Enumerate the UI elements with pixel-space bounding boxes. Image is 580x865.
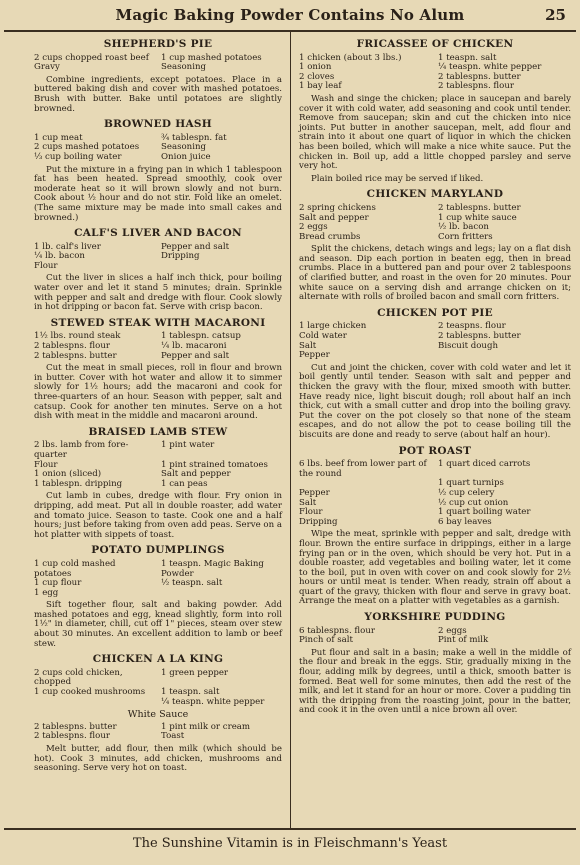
- ingredient: 2 tablespns. butter: [438, 202, 521, 213]
- ingredient: Pepper: [299, 487, 330, 498]
- left-column: [34, 36, 282, 780]
- ingredient: 1 large chicken: [299, 321, 367, 332]
- ingredient: Flour: [34, 459, 58, 470]
- ingredient: 6 lbs. beef from lower part of the round: [299, 459, 427, 479]
- ingredients: [34, 560, 282, 598]
- ingredient: Pepper and salt: [161, 350, 230, 361]
- method: Sift together flour, salt and baking powder. Add mashed potatoes and egg, knead slightly, form into roll 1½" in diameter, chill, cut off 1" pieces, steam over stew about 30 minutes. An excellent addition to lamb or beef stew.: [34, 600, 282, 649]
- recipe-chicken-pot-pie: [299, 306, 571, 441]
- ingredient: 2 spring chickens: [299, 202, 376, 213]
- method: Cut the liver in slices a half inch thick, pour boiling water over and let it stand 5 minutes; drain. Sprinkle with pepper and salt and dredge with flour. Cook slowly in hot dripping or bacon fat. Serve with crisp bacon.: [34, 273, 282, 313]
- recipe-potato-dumplings: [34, 546, 282, 649]
- ingredient: ½ cup celery: [438, 487, 495, 498]
- ingredient: Flour: [34, 260, 58, 271]
- page-header: [0, 4, 580, 30]
- ingredient: ½ teaspn. salt: [161, 578, 223, 589]
- recipe-title: CHICKEN A LA KING: [92, 653, 224, 666]
- ingredient: 1½ lbs. round steak: [34, 331, 121, 342]
- ingredient: 1 quart turnips: [438, 478, 504, 489]
- ingredient: Seasoning: [161, 142, 206, 153]
- ingredient: Pint of milk: [438, 635, 489, 646]
- ingredient: Salt and pepper: [299, 212, 369, 223]
- ingredient: Toast: [161, 731, 185, 742]
- ingredient: 1 tablespn. dripping: [34, 478, 123, 489]
- recipe-title: POT ROAST: [398, 444, 472, 457]
- ingredient: 1 cup white sauce: [438, 212, 517, 223]
- method: Wipe the meat, sprinkle with pepper and salt, dredge with flour. Brown the entire surface in drippings, either in a large frying pan or in the oven, which should be very hot. Put in a double roaster, add vegetables and boiling water, let it come to the boil, put in oven with cover on and cook slowly for 2½ hours or until meat is tender. When ready, strain off about a quart of the gravy, thicken with flour and serve in gravy boat. Arrange the meat on a platter with vegetables as a garnish.: [299, 529, 571, 607]
- ingredient: 2 tablespns. flour: [34, 731, 110, 742]
- method: Melt butter, add flour, then milk (which should be hot). Cook 3 minutes, add chicken, mushrooms and seasoning. Serve very hot on toast.: [34, 744, 282, 774]
- ingredient: Dripping: [299, 516, 338, 527]
- ingredient: 1 tablespn. catsup: [161, 331, 241, 342]
- page-number: 25: [545, 6, 566, 24]
- method: Split the chickens, detach wings and legs; lay on a flat dish and season. Dip each portion in beaten egg, then in bread crumbs. Place in a buttered pan and pour over 2 tablespoons of clarified butter, and roast in the oven for 20 minutes. Pour white sauce on a serving dish and arrange chicken on it; alternate with rolls of broiled bacon and small corn fritters.: [299, 244, 571, 303]
- ingredients: [299, 204, 571, 242]
- ingredient: 2 eggs: [299, 222, 328, 233]
- ingredient: Bread crumbs: [299, 231, 361, 242]
- ingredient: 1 cup meat: [34, 132, 83, 143]
- recipe-braised-lamb-stew: [34, 425, 282, 541]
- recipe-yorkshire-pudding: [299, 613, 571, 716]
- ingredient: 1 teaspn. salt: [161, 687, 220, 698]
- ingredient: Dripping: [161, 251, 200, 262]
- serving-note: Plain boiled rice may be served if liked.: [311, 173, 484, 184]
- ingredient: 2 tablespns. butter: [34, 350, 117, 361]
- ingredient: 1 onion: [299, 62, 332, 73]
- ingredient: 1 egg: [34, 587, 59, 598]
- ingredient: 2 cups mashed potatoes: [34, 142, 140, 153]
- recipe-calfs-liver: [34, 229, 282, 313]
- ingredient: [34, 698, 155, 708]
- ingredient: Pepper and salt: [161, 241, 230, 252]
- recipe-shepherds-pie: [34, 40, 282, 114]
- column-divider: [290, 32, 291, 828]
- ingredient: 1 onion (sliced): [34, 469, 102, 480]
- ingredient: Pinch of salt: [299, 635, 353, 646]
- ingredients: [299, 627, 571, 646]
- ingredient: ¼ lb. bacon: [34, 251, 85, 262]
- ingredient: ½ lb. bacon: [438, 222, 489, 233]
- ingredients: [34, 243, 282, 272]
- ingredient: 2 eggs: [438, 625, 467, 636]
- recipe-title: BRAISED LAMB STEW: [88, 425, 228, 438]
- ingredient: ¾ tablespn. fat: [161, 132, 227, 143]
- ingredients: [34, 332, 282, 361]
- ingredients: [299, 460, 571, 527]
- ingredient: 1 green pepper: [161, 667, 229, 678]
- recipe-title: BROWNED HASH: [103, 118, 213, 131]
- ingredients: [299, 322, 571, 360]
- ingredient: 1 can peas: [161, 478, 208, 489]
- ingredient: 2 cloves: [299, 71, 335, 82]
- ingredient: 2 cups chopped roast beef: [34, 52, 149, 63]
- method: Cut the meat in small pieces, roll in flour and brown in butter. Cover with hot water and allow it to simmer slowly for 1½ hours; add the macaroni and cook for three-quarters of an hour. Season with pepper, salt and catsup. Cook for another ten minutes. Serve on a hot dish with meat in the middle and macaroni around.: [34, 363, 282, 422]
- recipe-title: STEWED STEAK WITH MACARONI: [50, 316, 266, 329]
- method: Cut and joint the chicken, cover with cold water and let it boil gently until tender. Season with salt and pepper and thicken the gravy with the flour, mixed smooth with butter. Have ready nice, light biscuit dough; roll about half an inch thick, cut with a small cutter and drop into the boiling gravy. Put the cover on the pot closely so that none of the steam escapes, and do not allow the pot to cease boiling till the biscuits are done and ready to serve (about half an hour).: [299, 362, 571, 440]
- ingredients: [34, 441, 282, 489]
- ingredient: Flour: [299, 507, 323, 518]
- ingredient: 2 tablespns. flour: [34, 341, 110, 352]
- ingredient: 6 tablespns. flour: [299, 625, 375, 636]
- ingredient: 2 tablespns. butter: [34, 721, 117, 732]
- footer-rule: [4, 828, 576, 830]
- ingredient: 1 quart boiling water: [438, 507, 531, 518]
- recipe-title: YORKSHIRE PUDDING: [364, 611, 506, 624]
- ingredients: [34, 54, 282, 73]
- ingredient: Seasoning: [161, 62, 206, 73]
- ingredient: ⅓ cup boiling water: [34, 151, 122, 162]
- ingredient: Biscuit dough: [438, 340, 499, 351]
- ingredients: [34, 669, 282, 707]
- ingredient: 1 teaspn. Magic Baking Powder: [161, 558, 264, 579]
- ingredient: 2 tablespns. flour: [438, 81, 514, 92]
- ingredient: Gravy: [34, 62, 60, 73]
- method: Put flour and salt in a basin; make a well in the middle of the flour and break in the eggs. Stir, gradually mixing in the flour, adding milk by degrees, until a thick, smooth batter is formed. Beat well for some minutes, then add the rest of the milk, and let it stand for an hour or more. Cover a pudding tin with the dripping from the roasting joint, pour in the batter, and cook it in the oven until a nice brown all over.: [299, 647, 571, 716]
- ingredient: Cold water: [299, 331, 347, 342]
- ingredient: 1 pint milk or cream: [161, 721, 251, 732]
- ingredient: [438, 351, 571, 361]
- method: Put the mixture in a frying pan in which 1 tablespoon fat has been heated. Spread smoothly, cook over moderate heat so it will brown slowly and not burn. Cook about ½ hour and do not stir. Fold like an omelet. (The same mixture may be made into small cakes and browned.): [34, 164, 282, 223]
- ingredient: Salt: [299, 497, 317, 508]
- ingredient: 2 lbs. lamb from fore-quarter: [34, 440, 129, 460]
- ingredient: Corn fritters: [438, 231, 493, 242]
- recipe-title: POTATO DUMPLINGS: [91, 544, 225, 557]
- ingredient: Onion juice: [161, 151, 211, 162]
- ingredient: 1 quart diced carrots: [438, 459, 531, 470]
- ingredient: 2 tablespns. butter: [438, 71, 521, 82]
- recipe-stewed-steak: [34, 316, 282, 422]
- ingredient: Pepper: [299, 350, 330, 361]
- ingredient: 1 cup cold mashed potatoes: [34, 558, 116, 579]
- page-footer: The Sunshine Vitamin is in Fleischmann's Yeast: [132, 836, 448, 851]
- ingredient: 2 cups cold chicken, chopped: [34, 667, 123, 688]
- right-column: [299, 36, 571, 722]
- header-title: Magic Baking Powder Contains No Alum: [115, 6, 465, 24]
- ingredient: 6 bay leaves: [438, 516, 492, 527]
- method: Cut lamb in cubes, dredge with flour. Fry onion in dripping, add meat. Put all in double roaster, add water and tomato juice. Season to taste. Cook one and a half hours; just before taking from oven add peas. Serve on a hot platter with sippets of toast.: [34, 491, 282, 540]
- method: Combine ingredients, except potatoes. Place in a buttered baking dish and cover with mashed potatoes. Brush with butter. Bake until potatoes are slightly browned.: [34, 74, 282, 114]
- recipe-title: FRICASSEE OF CHICKEN: [356, 38, 514, 50]
- ingredient: Salt and pepper: [161, 469, 231, 480]
- ingredient: [161, 589, 282, 599]
- ingredient: 1 pint strained tomatoes: [161, 459, 268, 470]
- recipe-fricassee-of-chicken: [299, 40, 571, 184]
- ingredient: 1 bay leaf: [299, 81, 342, 92]
- ingredient: 1 teaspn. salt: [438, 52, 497, 63]
- recipe-title: CHICKEN POT PIE: [377, 306, 493, 319]
- ingredient: 2 teaspns. flour: [438, 321, 506, 332]
- method: Wash and singe the chicken; place in saucepan and barely cover it with cold water, add seasoning and cook until tender. Remove from saucepan; skin and cut the chicken into nice joints. Put butter in another saucepan, melt, add flour and strain into it about one quart of liquor in which the chicken has been boiled, which will make a nice white sauce. Put the chicken in. Boil up, add a little chopped parsley and serve very hot.: [299, 93, 571, 172]
- recipe-pot-roast: [299, 444, 571, 608]
- recipe-browned-hash: [34, 120, 282, 223]
- recipe-title: SHEPHERD'S PIE: [103, 38, 213, 50]
- ingredient: 1 lb. calf's liver: [34, 241, 101, 252]
- recipe-title: CHICKEN MARYLAND: [366, 188, 504, 201]
- ingredient: 1 cup cooked mushrooms: [34, 687, 146, 698]
- ingredients: [34, 134, 282, 163]
- recipe-chicken-a-la-king: [34, 655, 282, 774]
- recipe-title: CALF'S LIVER AND BACON: [74, 227, 242, 240]
- ingredient: 1 cup mashed potatoes: [161, 52, 262, 63]
- recipe-subtitle: White Sauce: [127, 709, 189, 721]
- ingredient: 2 tablespns. butter: [438, 331, 521, 342]
- ingredient: ¼ teaspn. white pepper: [161, 696, 265, 707]
- ingredient: 1 pint water: [161, 440, 215, 451]
- ingredients: [299, 54, 571, 92]
- ingredient: Salt: [299, 340, 317, 351]
- recipe-chicken-maryland: [299, 190, 571, 303]
- ingredient: ¼ teaspn. white pepper: [438, 62, 542, 73]
- ingredient: 1 cup flour: [34, 578, 82, 589]
- ingredient: [161, 262, 282, 272]
- ingredient: ½ cup cut onion: [438, 497, 509, 508]
- ingredient: 1 chicken (about 3 lbs.): [299, 52, 402, 63]
- sauce-ingredients: [34, 723, 282, 742]
- ingredient: ¼ lb. macaroni: [161, 341, 227, 352]
